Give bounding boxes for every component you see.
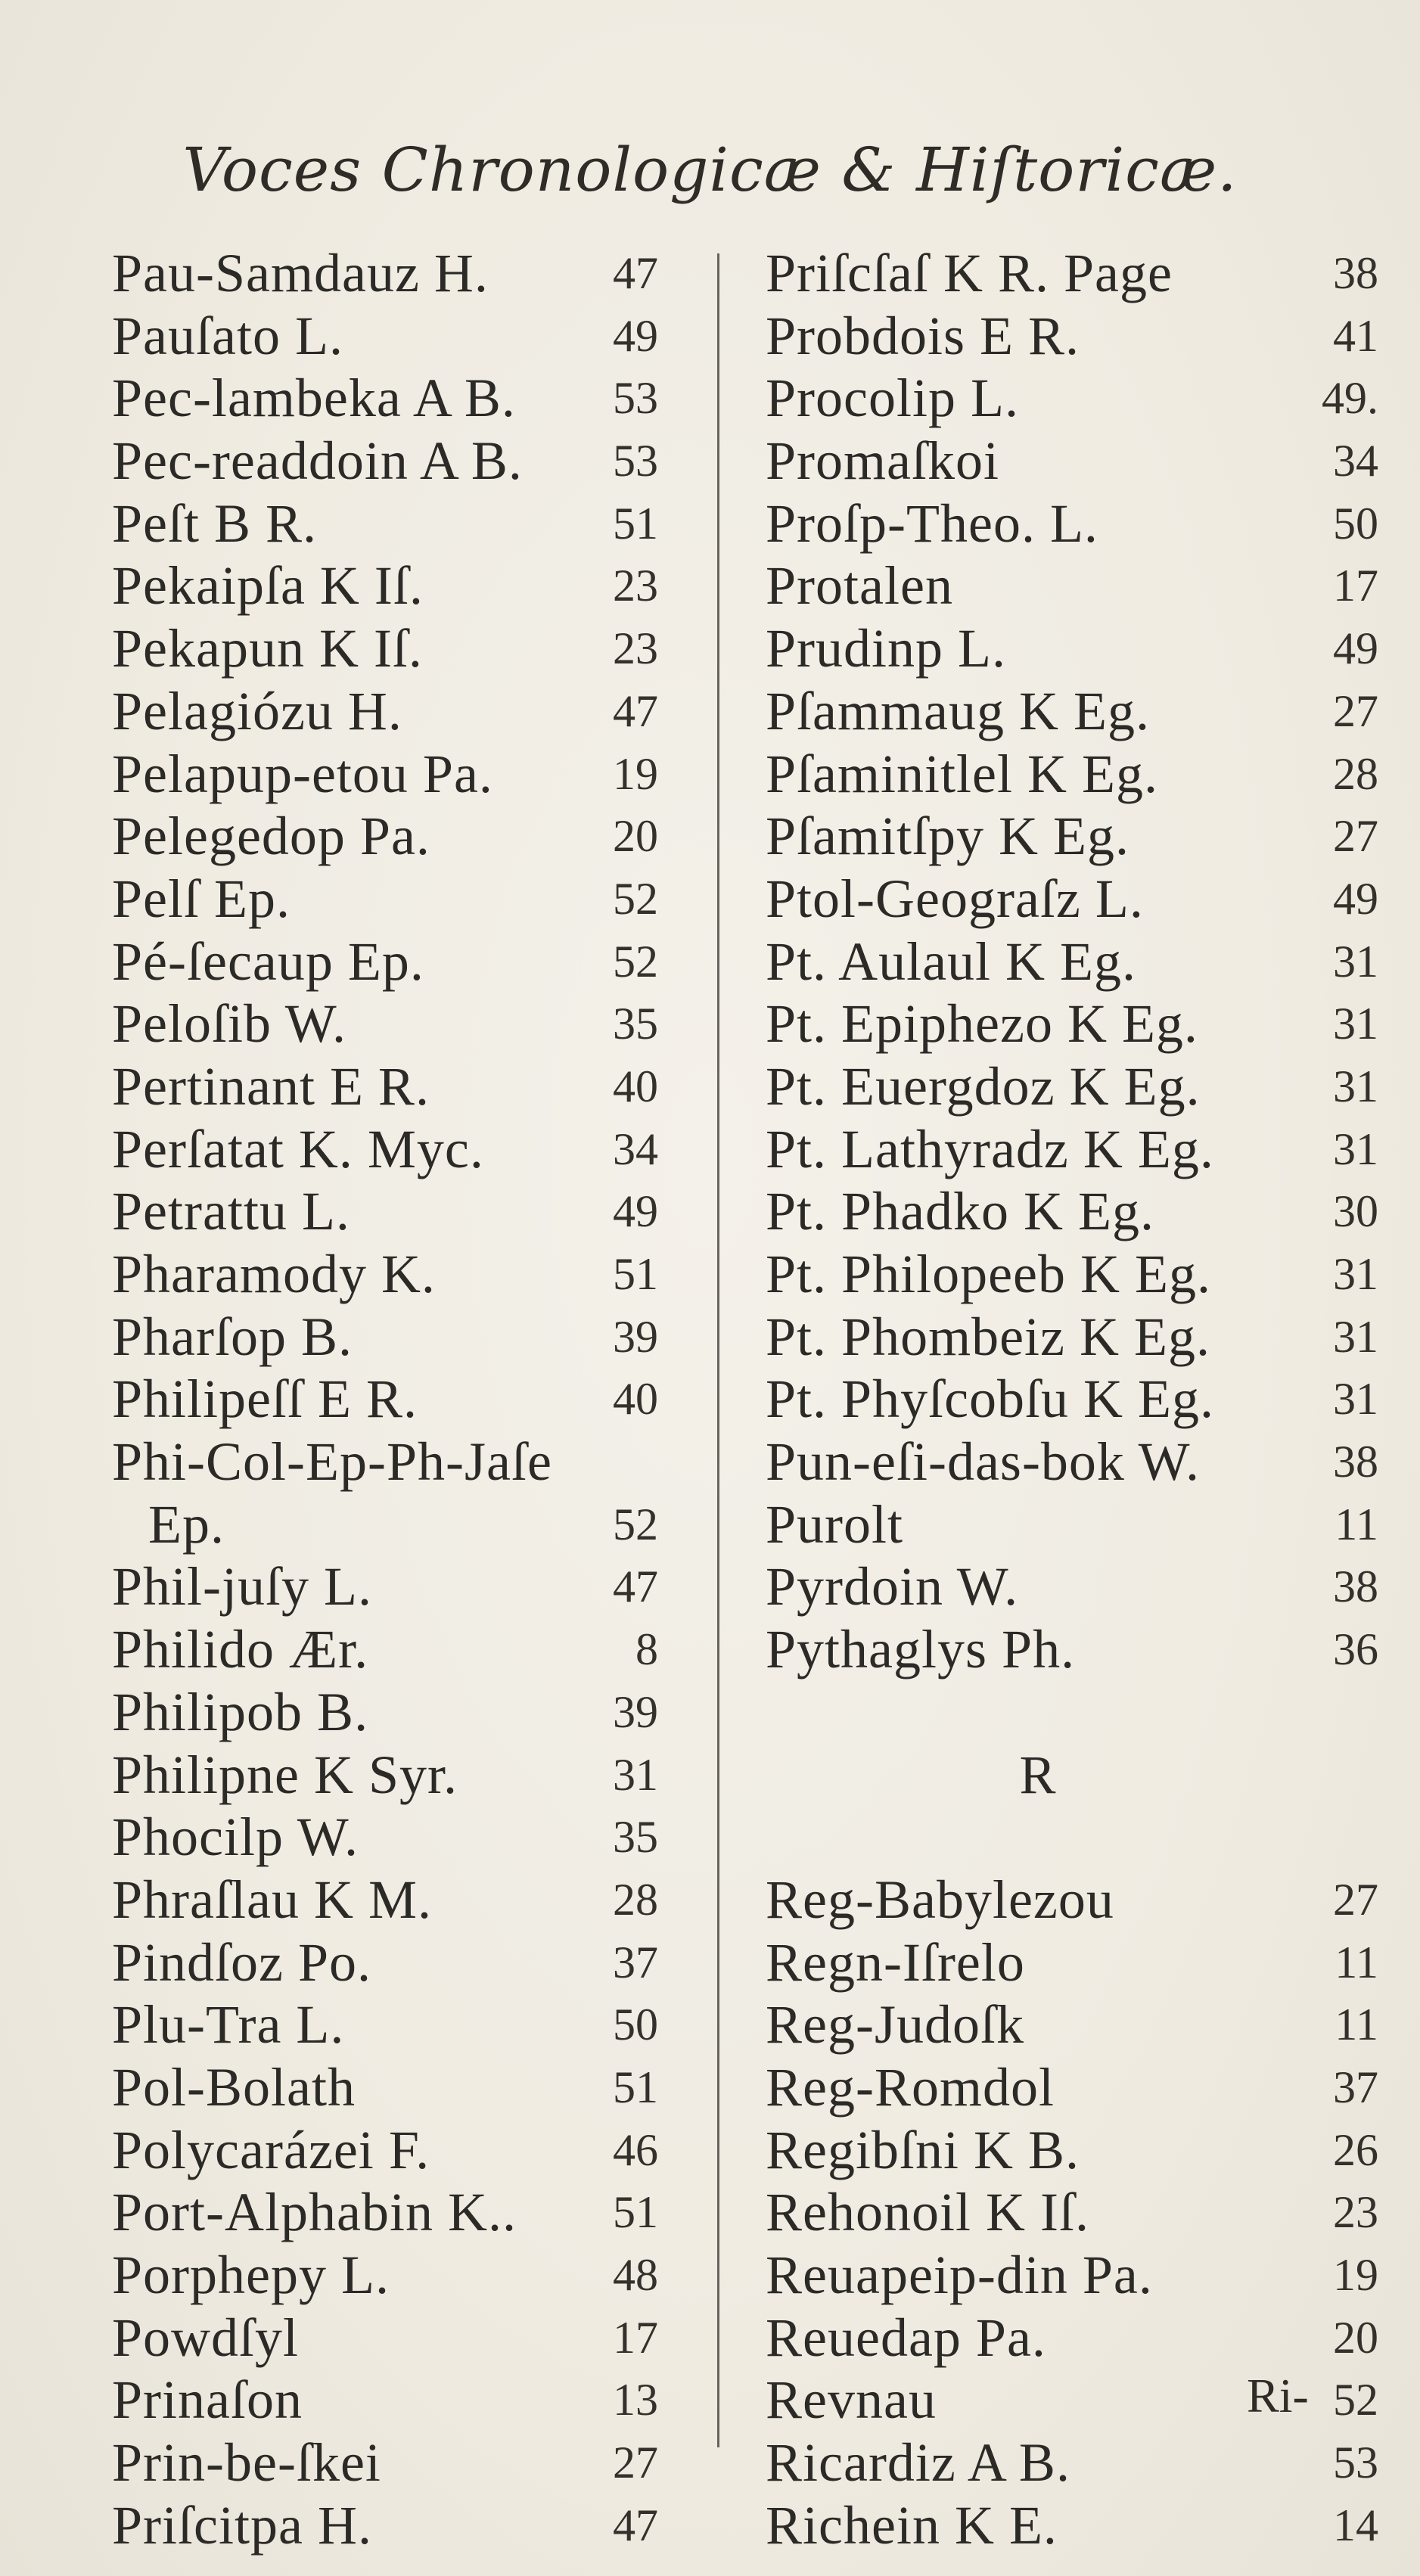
entry-term: Pſamitſpy K Eg.	[766, 806, 1129, 867]
index-column-left	[112, 242, 658, 2556]
entry-page-number: 40	[613, 1061, 658, 1111]
index-entry	[112, 2494, 658, 2557]
entry-term: Proſp-Theo. L.	[766, 493, 1098, 554]
index-entry	[112, 1368, 658, 1431]
index-entry	[112, 2056, 658, 2119]
entry-page-number: 47	[613, 685, 658, 736]
entry-term: Purolt	[766, 1493, 904, 1555]
entry-page-number: 41	[1333, 310, 1378, 361]
entry-page-number: 23	[613, 561, 658, 611]
entry-page-number: 40	[613, 1374, 658, 1425]
entry-page-number: 38	[1333, 248, 1378, 298]
entry-term: Plu-Tra L.	[112, 1994, 345, 2056]
entry-term: Pau-Samdauz H.	[112, 243, 489, 303]
entry-page-number: 31	[1333, 1249, 1378, 1299]
entry-page-number: 49	[613, 310, 658, 361]
entry-page-number: 27	[613, 2438, 658, 2488]
entry-page-number: 39	[613, 1311, 658, 1362]
index-entry	[112, 2369, 658, 2432]
entry-page-number: 23	[613, 623, 658, 674]
entry-page-number: 31	[613, 1749, 658, 1800]
entry-page-number: 34	[613, 1123, 658, 1174]
entry-page-number: 31	[1333, 999, 1378, 1049]
index-entry	[766, 1055, 1378, 1118]
entry-term: Reg-Romdol	[766, 2056, 1055, 2118]
catchword: Ri-	[1247, 2369, 1309, 2422]
index-entry	[112, 1118, 658, 1181]
index-entry	[766, 617, 1378, 680]
index-entry	[112, 2307, 658, 2369]
entry-page-number: 52	[613, 1499, 658, 1549]
index-entry	[112, 2244, 658, 2307]
entry-page-number: 19	[613, 748, 658, 799]
entry-page-number: 50	[613, 2000, 658, 2050]
entry-term: Pekaipſa K Iſ.	[112, 555, 424, 617]
entry-page-number: 37	[1333, 2062, 1378, 2112]
entry-page-number: 52	[613, 936, 658, 987]
entry-page-number: 28	[613, 1874, 658, 1925]
entry-page-number: 31	[1333, 1311, 1378, 1362]
entry-page-number: 17	[613, 2312, 658, 2363]
entry-term: Philipeſſ E R.	[112, 1369, 418, 1430]
entry-page-number: 48	[613, 2250, 658, 2300]
index-entry	[766, 367, 1378, 430]
index-entry	[766, 993, 1378, 1055]
entry-term: Pt. Aulaul K Eg.	[766, 931, 1137, 992]
entry-term: Pelegedop Pa.	[112, 806, 430, 867]
entry-page-number: 38	[1333, 1437, 1378, 1487]
index-entry	[766, 931, 1378, 993]
entry-term: Pharſop B.	[112, 1306, 353, 1367]
entry-page-number: 53	[1333, 2438, 1378, 2488]
entry-term: Ep.	[148, 1493, 225, 1555]
entry-term: Pec-lambeka A B.	[112, 368, 516, 429]
entry-term: Reuedap Pa.	[766, 2307, 1046, 2368]
entry-term: Procolip L.	[766, 368, 1019, 429]
entry-term: Revnau	[766, 2369, 937, 2431]
entry-page-number: 17	[1333, 561, 1378, 611]
entry-term: Prinaſon	[112, 2369, 303, 2431]
entry-term: Pſaminitlel K Eg.	[766, 743, 1158, 804]
entry-term: Prudinp L.	[766, 618, 1007, 679]
index-entry	[112, 430, 658, 493]
entry-term: Pt. Euergdoz K Eg.	[766, 1055, 1201, 1117]
entry-term: Petrattu L.	[112, 1181, 350, 1242]
entry-term: Powdſyl	[112, 2307, 300, 2368]
entry-term: Pt. Epiphezo K Eg.	[766, 993, 1198, 1055]
entry-term: Peſt B R.	[112, 493, 318, 554]
entry-term: Reg-Babylezou	[766, 1869, 1114, 1930]
entry-page-number: 26	[1333, 2124, 1378, 2175]
entry-page-number: 47	[613, 1561, 658, 1612]
entry-term: Priſcitpa H.	[112, 2494, 372, 2556]
index-entry	[112, 2181, 658, 2244]
index-entry	[112, 242, 658, 305]
entry-page-number: 31	[1333, 1123, 1378, 1174]
entry-page-number: 37	[613, 1937, 658, 1987]
index-entry	[112, 1931, 658, 1994]
entry-term: Regn-Iſrelo	[766, 1931, 1025, 1993]
entry-term: Pertinant E R.	[112, 1055, 430, 1117]
index-entry	[112, 868, 658, 931]
entry-page-number: 31	[1333, 1061, 1378, 1111]
entry-page-number: 34	[1333, 436, 1378, 486]
index-entry	[766, 868, 1378, 931]
entry-page-number: 19	[1333, 2250, 1378, 2300]
entry-term: Pelagiózu H.	[112, 680, 402, 741]
entry-term: Pun-eſi-das-bok W.	[766, 1431, 1200, 1493]
index-entry	[766, 2244, 1378, 2307]
entry-term: Phocilp W.	[112, 1807, 359, 1868]
entry-page-number: 46	[613, 2124, 658, 2175]
entry-term: Philido Ær.	[112, 1619, 369, 1680]
entry-page-number: 27	[1333, 811, 1378, 862]
index-entry	[112, 555, 658, 617]
index-entry	[766, 1681, 1310, 1744]
entry-page-number: 52	[613, 873, 658, 924]
index-entry	[766, 305, 1378, 368]
entry-term: Philipob B.	[112, 1681, 369, 1742]
entry-term: Rehonoil K Iſ.	[766, 2182, 1089, 2243]
entry-term: Pé-ſecaup Ep.	[112, 931, 424, 992]
entry-page-number: 38	[1333, 1561, 1378, 1612]
index-entry	[766, 1555, 1378, 1618]
index-entry	[112, 1869, 658, 1931]
index-entry	[766, 1993, 1378, 2056]
index-entry	[112, 1618, 658, 1681]
entry-term: Reuapeip-din Pa.	[766, 2245, 1153, 2305]
index-entry	[766, 1618, 1378, 1681]
index-entry	[766, 555, 1378, 617]
entry-page-number: 30	[1333, 1186, 1378, 1237]
entry-page-number: 35	[613, 1812, 658, 1863]
entry-term: Pharamody K.	[112, 1244, 436, 1304]
index-entry	[112, 1681, 658, 1744]
index-entry	[766, 2307, 1378, 2369]
index-entry	[112, 367, 658, 430]
index-entry	[766, 1243, 1378, 1306]
index-entry	[112, 1555, 658, 1618]
entry-page-number: 14	[1333, 2500, 1378, 2550]
index-entry	[112, 1306, 658, 1369]
entry-term: Prin-be-ſkei	[112, 2432, 381, 2494]
section-letter-label: R	[1019, 1744, 1057, 1805]
index-entry	[112, 680, 658, 743]
index-entry	[766, 1869, 1378, 1931]
entry-term: Peloſib W.	[112, 993, 347, 1055]
index-entry	[766, 2181, 1378, 2244]
entry-page-number: 50	[1333, 498, 1378, 548]
index-entry	[112, 1180, 658, 1243]
index-entry	[112, 805, 658, 868]
entry-term: Phil-juſy L.	[112, 1556, 373, 1617]
entry-page-number: 51	[613, 498, 658, 548]
index-column-right	[766, 242, 1378, 2556]
index-entry	[112, 1243, 658, 1306]
entry-term: Pt. Phadko K Eg.	[766, 1181, 1155, 1242]
entry-term: Probdois E R.	[766, 305, 1080, 366]
entry-page-number: 35	[613, 999, 658, 1049]
entry-page-number: 49.	[1322, 373, 1378, 424]
index-entry	[112, 305, 658, 368]
entry-term: Richein K E.	[766, 2494, 1058, 2556]
entry-term: Pt. Philopeeb K Eg.	[766, 1244, 1211, 1304]
entry-page-number: 51	[613, 1249, 658, 1299]
entry-term: Philipne K Syr.	[112, 1744, 458, 1805]
entry-term: Reg-Judoſk	[766, 1994, 1024, 2056]
entry-term: Pec-readdoin A B.	[112, 430, 523, 492]
index-entry	[766, 680, 1378, 743]
index-entry	[112, 1993, 658, 2056]
entry-page-number: 47	[613, 248, 658, 298]
index-entry	[112, 1431, 642, 1493]
entry-page-number: 27	[1333, 1874, 1378, 1925]
entry-page-number: 31	[1333, 936, 1378, 987]
entry-term: Pekapun K Iſ.	[112, 618, 423, 679]
entry-term: Pythaglys Ph.	[766, 1619, 1076, 1680]
entry-page-number: 49	[1333, 623, 1378, 674]
index-entry	[766, 1806, 1310, 1869]
entry-term: Pelſ Ep.	[112, 868, 291, 929]
index-entry	[112, 617, 658, 680]
entry-page-number: 49	[613, 1186, 658, 1237]
entry-page-number: 11	[1335, 2000, 1378, 2050]
entry-term: Pindſoz Po.	[112, 1931, 372, 1993]
entry-page-number: 8	[635, 1624, 658, 1675]
entry-page-number: 31	[1333, 1374, 1378, 1425]
entry-term: Pt. Phyſcobſu K Eg.	[766, 1369, 1215, 1430]
entry-term: Port-Alphabin K..	[112, 2182, 517, 2243]
entry-page-number: 36	[1333, 1624, 1378, 1675]
entry-term: Protalen	[766, 555, 953, 617]
entry-page-number: 51	[613, 2062, 658, 2112]
index-entry	[766, 493, 1378, 555]
index-entry	[112, 1806, 658, 1869]
index-entry	[766, 1493, 1378, 1556]
index-entry	[766, 2056, 1378, 2119]
index-entry	[766, 1180, 1378, 1243]
index-entry	[112, 743, 658, 806]
entry-term: Pyrdoin W.	[766, 1556, 1019, 1617]
entry-term: Ptol-Geograſz L.	[766, 868, 1144, 929]
index-entry	[766, 1931, 1378, 1994]
index-entry	[766, 1368, 1378, 1431]
page-header: Voces Chronologicæ & Hiſtoricæ.	[182, 135, 1238, 205]
entry-term: Porphepy L.	[112, 2245, 390, 2305]
index-entry	[766, 1118, 1378, 1181]
entry-term: Perſatat K. Myc.	[112, 1118, 484, 1179]
entry-page-number: 11	[1335, 1499, 1378, 1549]
index-entry	[766, 743, 1378, 806]
entry-page-number: 39	[613, 1686, 658, 1737]
index-entry	[766, 1431, 1378, 1493]
entry-term: Pol-Bolath	[112, 2056, 356, 2118]
entry-term: Pſammaug K Eg.	[766, 680, 1150, 741]
index-entry	[112, 1744, 658, 1807]
column-divider	[717, 253, 719, 2447]
entry-term: Pt. Phombeiz K Eg.	[766, 1306, 1210, 1367]
entry-page-number: 51	[613, 2187, 658, 2238]
entry-page-number: 52	[1333, 2375, 1378, 2425]
entry-term: Promaſkoi	[766, 430, 999, 492]
entry-page-number: 53	[613, 373, 658, 424]
entry-page-number: 47	[613, 2500, 658, 2550]
entry-term: Pauſato L.	[112, 305, 343, 366]
entry-page-number: 23	[1333, 2187, 1378, 2238]
index-entry	[112, 2119, 658, 2182]
entry-page-number: 27	[1333, 685, 1378, 736]
entry-page-number: 28	[1333, 748, 1378, 799]
entry-term: Regibſni K B.	[766, 2119, 1080, 2180]
index-entry	[112, 993, 658, 1055]
entry-term: Pelapup-etou Pa.	[112, 743, 493, 804]
entry-page-number: 20	[1333, 2312, 1378, 2363]
index-entry	[766, 2494, 1378, 2557]
index-entry	[766, 1306, 1378, 1369]
index-entry	[766, 242, 1378, 305]
index-entry	[112, 493, 658, 555]
index-entry	[112, 2432, 658, 2494]
index-entry	[766, 2119, 1378, 2182]
index-entry	[766, 2369, 1378, 2432]
entry-term: Priſcſaſ K R. Page	[766, 243, 1173, 303]
entry-term: Ricardiz A B.	[766, 2432, 1070, 2494]
index-entry	[112, 931, 658, 993]
index-entry	[112, 1055, 658, 1118]
section-letter	[766, 1744, 1310, 1807]
entry-page-number: 49	[1333, 873, 1378, 924]
entry-term: Phi-Col-Ep-Ph-Jaſe	[112, 1431, 552, 1493]
index-entry	[766, 805, 1378, 868]
entry-term: Pt. Lathyradz K Eg.	[766, 1118, 1214, 1179]
entry-page-number: 13	[613, 2375, 658, 2425]
entry-term: Phraſlau K M.	[112, 1869, 432, 1930]
entry-term: Polycarázei F.	[112, 2119, 430, 2180]
entry-page-number: 53	[613, 436, 658, 486]
index-entry	[766, 2432, 1378, 2494]
index-entry	[766, 430, 1378, 493]
index-entry	[112, 1493, 658, 1556]
entry-page-number: 20	[613, 811, 658, 862]
entry-page-number: 11	[1335, 1937, 1378, 1987]
